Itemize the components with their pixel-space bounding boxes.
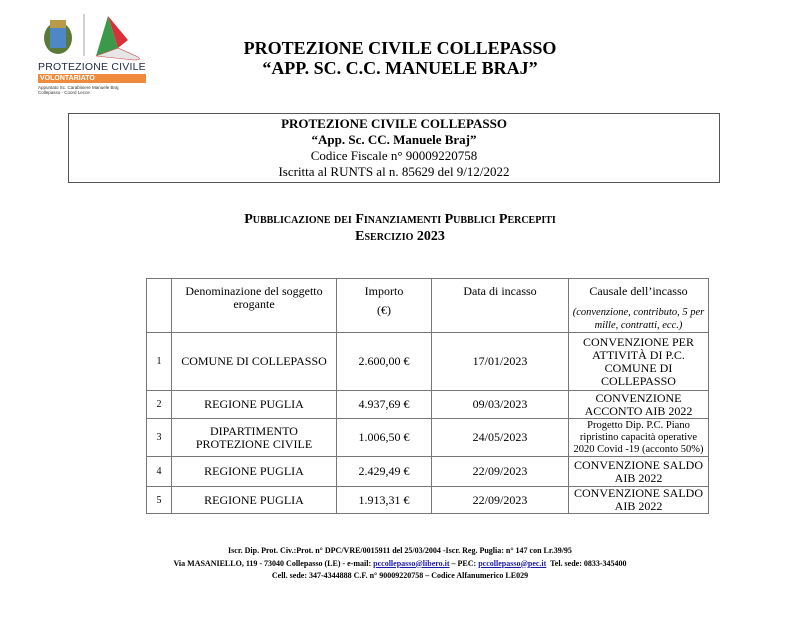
box-name: PROTEZIONE CIVILE COLLEPASSO	[281, 116, 507, 131]
row-date: 22/09/2023	[432, 487, 569, 514]
footer-registration: Iscr. Dip. Prot. Civ.:Prot. n° DPC/VRE/0015911 del 25/03/2004 -Iscr. Reg. Puglia: n° 147 con Lr.39/95	[228, 546, 572, 555]
header-reason-label: Causale dell’incasso	[589, 284, 688, 298]
row-name: REGIONE PUGLIA	[172, 487, 337, 514]
funding-table	[146, 278, 709, 514]
header-reason-note: (convenzione, contributo, 5 per mille, contratti, ecc.)	[572, 307, 705, 331]
row-amount: 2.600,00 €	[337, 333, 432, 391]
row-number: 5	[147, 487, 172, 514]
box-tax-code: Codice Fiscale n° 90009220758	[310, 148, 478, 163]
box-runts: Iscritta al RUNTS al n. 85629 del 9/12/2022	[278, 164, 510, 179]
row-amount: 1.913,31 €	[337, 487, 432, 514]
table-row	[147, 457, 709, 487]
table-row	[147, 487, 709, 514]
organization-box	[68, 113, 720, 183]
header-name: Denominazione del soggetto erogante	[172, 279, 337, 333]
footer-cell: Cell. sede: 347-4344888 C.F. n° 90009220758 – Codice Alfanumerico LE029	[271, 571, 529, 580]
box-dedication: “App. Sc. CC. Manuele Braj”	[311, 132, 477, 147]
row-number: 4	[147, 457, 172, 487]
footer-address: Via MASANIELLO, 119 - 73040 Collepasso (LE) - e-mail:	[173, 558, 374, 568]
row-amount: 2.429,49 €	[337, 457, 432, 487]
pec-link[interactable]: pccollepasso@pec.it	[478, 558, 547, 568]
row-date: 24/05/2023	[432, 419, 569, 457]
row-reason: CONVENZIONE ACCONTO AIB 2022	[569, 391, 709, 419]
footer-pec-label: – PEC:	[449, 558, 479, 568]
row-name: DIPARTIMENTO PROTEZIONE CIVILE	[172, 419, 337, 457]
row-amount: 4.937,69 €	[337, 391, 432, 419]
row-amount: 1.006,50 €	[337, 419, 432, 457]
header-amount-unit: (€)	[377, 303, 391, 317]
header-amount	[337, 279, 432, 333]
publication-year: Esercizio 2023	[355, 229, 445, 244]
row-reason: CONVENZIONE SALDO AIB 2022	[569, 457, 709, 487]
publication-title: Pubblicazione dei Finanziamenti Pubblici Percepiti	[244, 212, 556, 227]
footer-contacts	[100, 558, 700, 571]
row-name: REGIONE PUGLIA	[172, 391, 337, 419]
logo-subtitle	[38, 85, 119, 95]
table-row	[147, 419, 709, 457]
row-reason: CONVENZIONE SALDO AIB 2022	[569, 487, 709, 514]
row-reason: Progetto Dip. P.C. Piano ripristino capacità operative 2020 Covid -19 (acconto 50%)	[569, 419, 709, 457]
row-date: 09/03/2023	[432, 391, 569, 419]
table-row	[147, 391, 709, 419]
row-date: 17/01/2023	[432, 333, 569, 391]
header-subtitle: “APP. SC. C.C. MANUELE BRAJ”	[262, 58, 538, 78]
logo-sub1: Appuntato Sc. Carabiniere Manuele Braj	[38, 85, 119, 90]
coat-of-arms-icon	[44, 20, 72, 54]
header-title: PROTEZIONE CIVILE COLLEPASSO	[243, 38, 557, 58]
row-date: 22/09/2023	[432, 457, 569, 487]
footer-phone: Tel. sede: 0833-345400	[546, 558, 627, 568]
logo-band: VOLONTARIATO	[38, 74, 146, 83]
email-link[interactable]: pccollepasso@libero.it	[373, 558, 450, 568]
row-number: 1	[147, 333, 172, 391]
header-date: Data di incasso	[432, 279, 569, 333]
header-reason	[569, 279, 709, 333]
logo-title: PROTEZIONE CIVILE	[38, 61, 146, 73]
tricolor-triangle-icon	[96, 16, 140, 60]
header-amount-label: Importo	[364, 284, 404, 298]
table-row	[147, 333, 709, 391]
table-header-row	[147, 279, 709, 333]
row-name: REGIONE PUGLIA	[172, 457, 337, 487]
footer	[100, 545, 700, 583]
logo-sub2: Collepasso - Coord Lecce	[38, 90, 90, 95]
row-number: 3	[147, 419, 172, 457]
row-name: COMUNE DI COLLEPASSO	[172, 333, 337, 391]
row-reason: CONVENZIONE PER ATTIVITÀ DI P.C. COMUNE DI COLLEPASSO	[569, 333, 709, 391]
row-number: 2	[147, 391, 172, 419]
